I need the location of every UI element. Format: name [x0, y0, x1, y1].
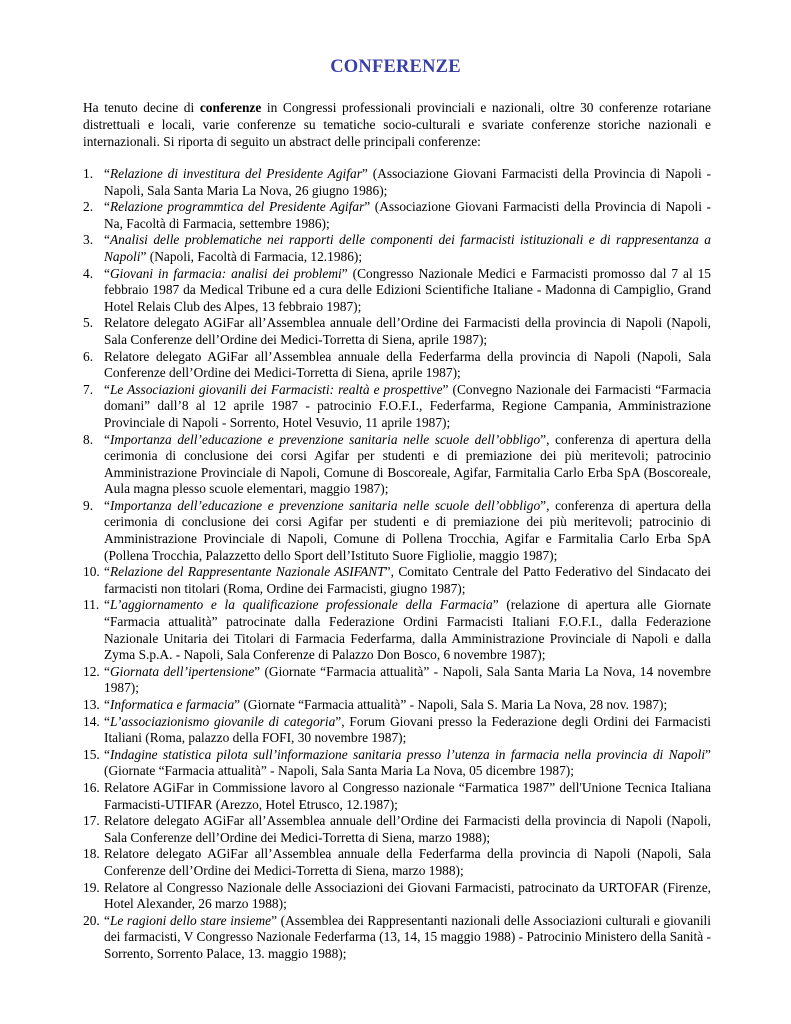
list-item-text: “ — [104, 199, 110, 215]
list-item-text: “ — [104, 697, 110, 712]
conference-list — [83, 166, 711, 963]
list-item-title: Indagine statistica pilota sull’informazione sanitaria presso l’utenza in farmacia nella provincia di Napoli — [109, 746, 706, 762]
list-item-number: 10. — [83, 564, 100, 580]
list-item-number: 20. — [83, 912, 100, 928]
list-item-title: Le ragioni dello stare insieme — [109, 912, 272, 928]
list-item-details: ” (Giornate “Farmacia attualità” - Napoli, Sala S. Maria La Nova, 28 nov. 1987); — [234, 697, 668, 712]
list-item-details: ” (Congresso Nazionale Medici e Farmacisti promosso dal 7 al 15 febbraio 1987 da Medical Tribune ed a cura delle Edizioni Scientifiche Italiane - Madonna di Campiglio, Grand Hotel Relais Club des Alpes, 13 febbraio 1987); — [104, 265, 712, 314]
list-item-title: L’associazionismo giovanile di categoria — [109, 713, 336, 729]
list-item-title: Analisi delle problematiche nei rapporti delle componenti dei farmacisti istituzionali e di rappresentanza a Napoli — [104, 232, 711, 264]
list-item-text: Relatore delegato AGiFar all’Assemblea annuale della Federfarma della provincia di Napoli (Napoli, Sala Conferenze dell’Ordine dei Medici-Torretta di Siena, aprile 1987); — [104, 348, 711, 381]
list-item — [83, 813, 711, 846]
list-item-text: “ — [104, 166, 110, 181]
list-item-details: ” (Convegno Nazionale dei Farmacisti “Farmacia domani” dall’8 al 12 aprile 1987 - patrocinio F.O.F.I., Federfarma, Regione Campania, Amministrazione Provinciale di Napoli - Sorrento, Hotel Vesuvio, 11 aprile 1987); — [104, 381, 711, 430]
list-item — [83, 166, 711, 199]
intro-text-start: Ha tenuto decine di — [83, 100, 200, 115]
list-item-title: Giovani in farmacia: analisi dei problemi — [109, 265, 342, 281]
list-item-title: Giornata dell’ipertensione — [109, 663, 255, 679]
list-item-details: ” (Associazione Giovani Farmacisti della Provincia di Napoli - Napoli, Sala Santa Maria La Nova, 26 giugno 1986); — [104, 166, 712, 198]
list-item-text: Relatore delegato AGiFar all’Assemblea annuale della Federfarma della provincia di Napoli (Napoli, Sala Conferenze dell’Ordine dei Medici-Torretta di Siena, marzo 1988); — [104, 846, 711, 878]
list-item-number: 16. — [83, 779, 100, 795]
list-item-title: Informatica e farmacia — [109, 697, 235, 712]
list-item-number: 18. — [83, 846, 100, 862]
page-title: CONFERENZE — [330, 57, 461, 77]
list-item — [83, 564, 711, 597]
list-item — [83, 664, 711, 697]
list-item-number: 5. — [83, 315, 94, 331]
intro-bold-keyword: conferenze — [199, 100, 262, 115]
list-item-number: 17. — [83, 813, 100, 829]
list-item-text: Relatore AGiFar in Commissione lavoro al Congresso nazionale “Farmatica 1987” dell'Unione Tecnica Italiana Farmacisti-UTIFAR (Arezzo, Hotel Etrusco, 12.1987); — [104, 779, 711, 812]
intro-paragraph — [83, 99, 711, 150]
list-item-text: “ — [104, 597, 110, 613]
list-item-number: 9. — [83, 497, 94, 513]
list-item-title: Importanza dell’educazione e prevenzione sanitaria nelle scuole dell’obbligo — [109, 497, 541, 513]
list-item — [83, 349, 711, 382]
list-item-text: “ — [104, 746, 110, 762]
list-item-number: 12. — [83, 663, 100, 679]
list-item-text: “ — [104, 663, 110, 679]
list-item-title: Importanza dell’educazione e prevenzione sanitaria nelle scuole dell’obbligo — [109, 431, 541, 447]
list-item — [83, 846, 711, 879]
list-item-details: ”, Comitato Centrale del Patto Federativo del Sindacato dei farmacisti non titolari (Roma, Ordine dei Farmacisti, giugno 1987); — [104, 564, 711, 596]
list-item-details: ” (Giornate “Farmacia attualità” - Napoli, Sala Santa Maria La Nova, 05 dicembre 1987); — [104, 746, 711, 779]
list-item-number: 15. — [83, 746, 100, 762]
list-item — [83, 382, 711, 432]
list-item — [83, 747, 711, 780]
list-item-number: 6. — [83, 348, 94, 364]
list-item-number: 13. — [83, 697, 100, 712]
list-item-number: 7. — [83, 381, 94, 397]
list-item-text: Relatore delegato AGiFar all’Assemblea annuale dell’Ordine dei Farmacisti della provincia di Napoli (Napoli, Sala Conferenze dell’Ordine dei Medici-Torretta di Siena, aprile 1987); — [104, 315, 711, 347]
list-item-text: “ — [104, 431, 110, 447]
list-item-text: “ — [104, 912, 110, 928]
list-item-details: ” (Giornate “Farmacia attualità” - Napoli, Sala Santa Maria La Nova, 14 novembre 1987); — [104, 663, 711, 696]
list-item-text: “ — [104, 497, 110, 513]
list-item-title: Relazione programmtica del Presidente Agifar — [109, 199, 365, 215]
list-item-number: 2. — [83, 199, 94, 215]
list-item-number: 4. — [83, 265, 94, 281]
list-item — [83, 913, 711, 963]
list-item-details: ”, conferenza di apertura della cerimonia di conclusione dei corsi Agifar per studenti e di premiazione dei più meritevoli; patrocinio di Amministrazione Provinciale di Napoli, Comune di Pollena Trocchia, Agifar e Farmitalia Carlo Erba SpA (Pollena Trocchia, Palazzetto dello Sport dell’Istituto Suore Figliolie, maggio 1987); — [104, 497, 712, 563]
list-item-details: ”, conferenza di apertura della cerimonia di conclusione dei corsi Agifar per studenti e di premiazione dei più meritevoli; patrocinio Amministrazione Provinciale di Napoli, Comune di Boscoreale, Agifar, Farmitalia Carlo Erba SpA (Boscoreale, Aula magna plesso scuole elementari, maggio 1987); — [104, 431, 712, 497]
list-item-text: “ — [104, 265, 110, 281]
list-item-number: 11. — [83, 597, 100, 613]
list-item-details: ”, Forum Giovani presso la Federazione degli Ordini dei Farmacisti Italiani (Roma, palazzo della FOFI, 30 novembre 1987); — [104, 713, 712, 746]
list-item-title: Le Associazioni giovanili dei Farmacisti: realtà e prospettive — [109, 381, 443, 397]
list-item-text: “ — [104, 713, 110, 729]
list-item-details: ” (relazione di apertura alle Giornate “Farmacia attualità” patrocinate dalla Federazione Ordini Farmacisti Italiani F.O.F.I., dalla Federazione Nazionale Unitaria dei Titolari di Farmacia Federfarma, dalla Amministrazione Provinciale di Napoli e dalla Zyma S.p.A. - Napoli, Sala Conferenze di Palazzo Don Bosco, 6 novembre 1987); — [104, 597, 712, 663]
list-item — [83, 597, 711, 663]
list-item-title: Relazione del Rappresentante Nazionale ASIFANT — [109, 564, 385, 580]
list-item-text: Relatore delegato AGiFar all’Assemblea annuale dell’Ordine dei Farmacisti della provincia di Napoli (Napoli, Sala Conferenze dell’Ordine dei Medici-Torretta di Siena, marzo 1988); — [104, 813, 711, 845]
list-item — [83, 880, 711, 913]
list-item-details: ” (Assemblea dei Rappresentanti nazionali delle Associazioni culturali e giovanili dei farmacisti, V Congresso Nazionale Federfarma (13, 14, 15 maggio 1988) - Patrocinio Ministero della Sanità - Sorrento, Sorrento Palace, 13. maggio 1988); — [104, 912, 711, 961]
list-item — [83, 780, 711, 813]
list-item-number: 3. — [83, 232, 94, 248]
list-item-text: “ — [104, 564, 110, 580]
list-item — [83, 697, 711, 714]
list-item — [83, 199, 711, 232]
list-item-text: “ — [104, 381, 110, 397]
list-item — [83, 714, 711, 747]
list-item-number: 1. — [83, 166, 94, 181]
list-item — [83, 266, 711, 316]
list-item-title: L’aggiornamento e la qualificazione professionale della Farmacia — [109, 597, 493, 613]
intro-text-end: in Congressi professionali provinciali e nazionali, oltre 30 conferenze rotariane distrettuali e locali, varie conferenze su tematiche socio-culturali e svariate conferenze storiche nazionali e internazionali. Si riporta di seguito un abstract delle principali conferenze: — [83, 100, 711, 149]
list-item — [83, 432, 711, 498]
list-item-number: 14. — [83, 713, 100, 729]
list-item — [83, 315, 711, 348]
list-item — [83, 498, 711, 564]
list-item-number: 19. — [83, 879, 100, 895]
list-item — [83, 232, 711, 265]
list-item-text: Relatore al Congresso Nazionale delle Associazioni dei Giovani Farmacisti, patrocinato da URTOFAR (Firenze, Hotel Alexander, 26 marzo 1988); — [104, 879, 711, 912]
list-item-details: ” (Associazione Giovani Farmacisti della Provincia di Napoli - Na, Facoltà di Farmacia, settembre 1986); — [104, 199, 711, 231]
list-item-number: 8. — [83, 431, 94, 447]
list-item-details: ” (Napoli, Facoltà di Farmacia, 12.1986); — [140, 248, 363, 264]
list-item-text: “ — [104, 232, 110, 248]
list-item-title: Relazione di investitura del Presidente Agifar — [109, 166, 362, 181]
